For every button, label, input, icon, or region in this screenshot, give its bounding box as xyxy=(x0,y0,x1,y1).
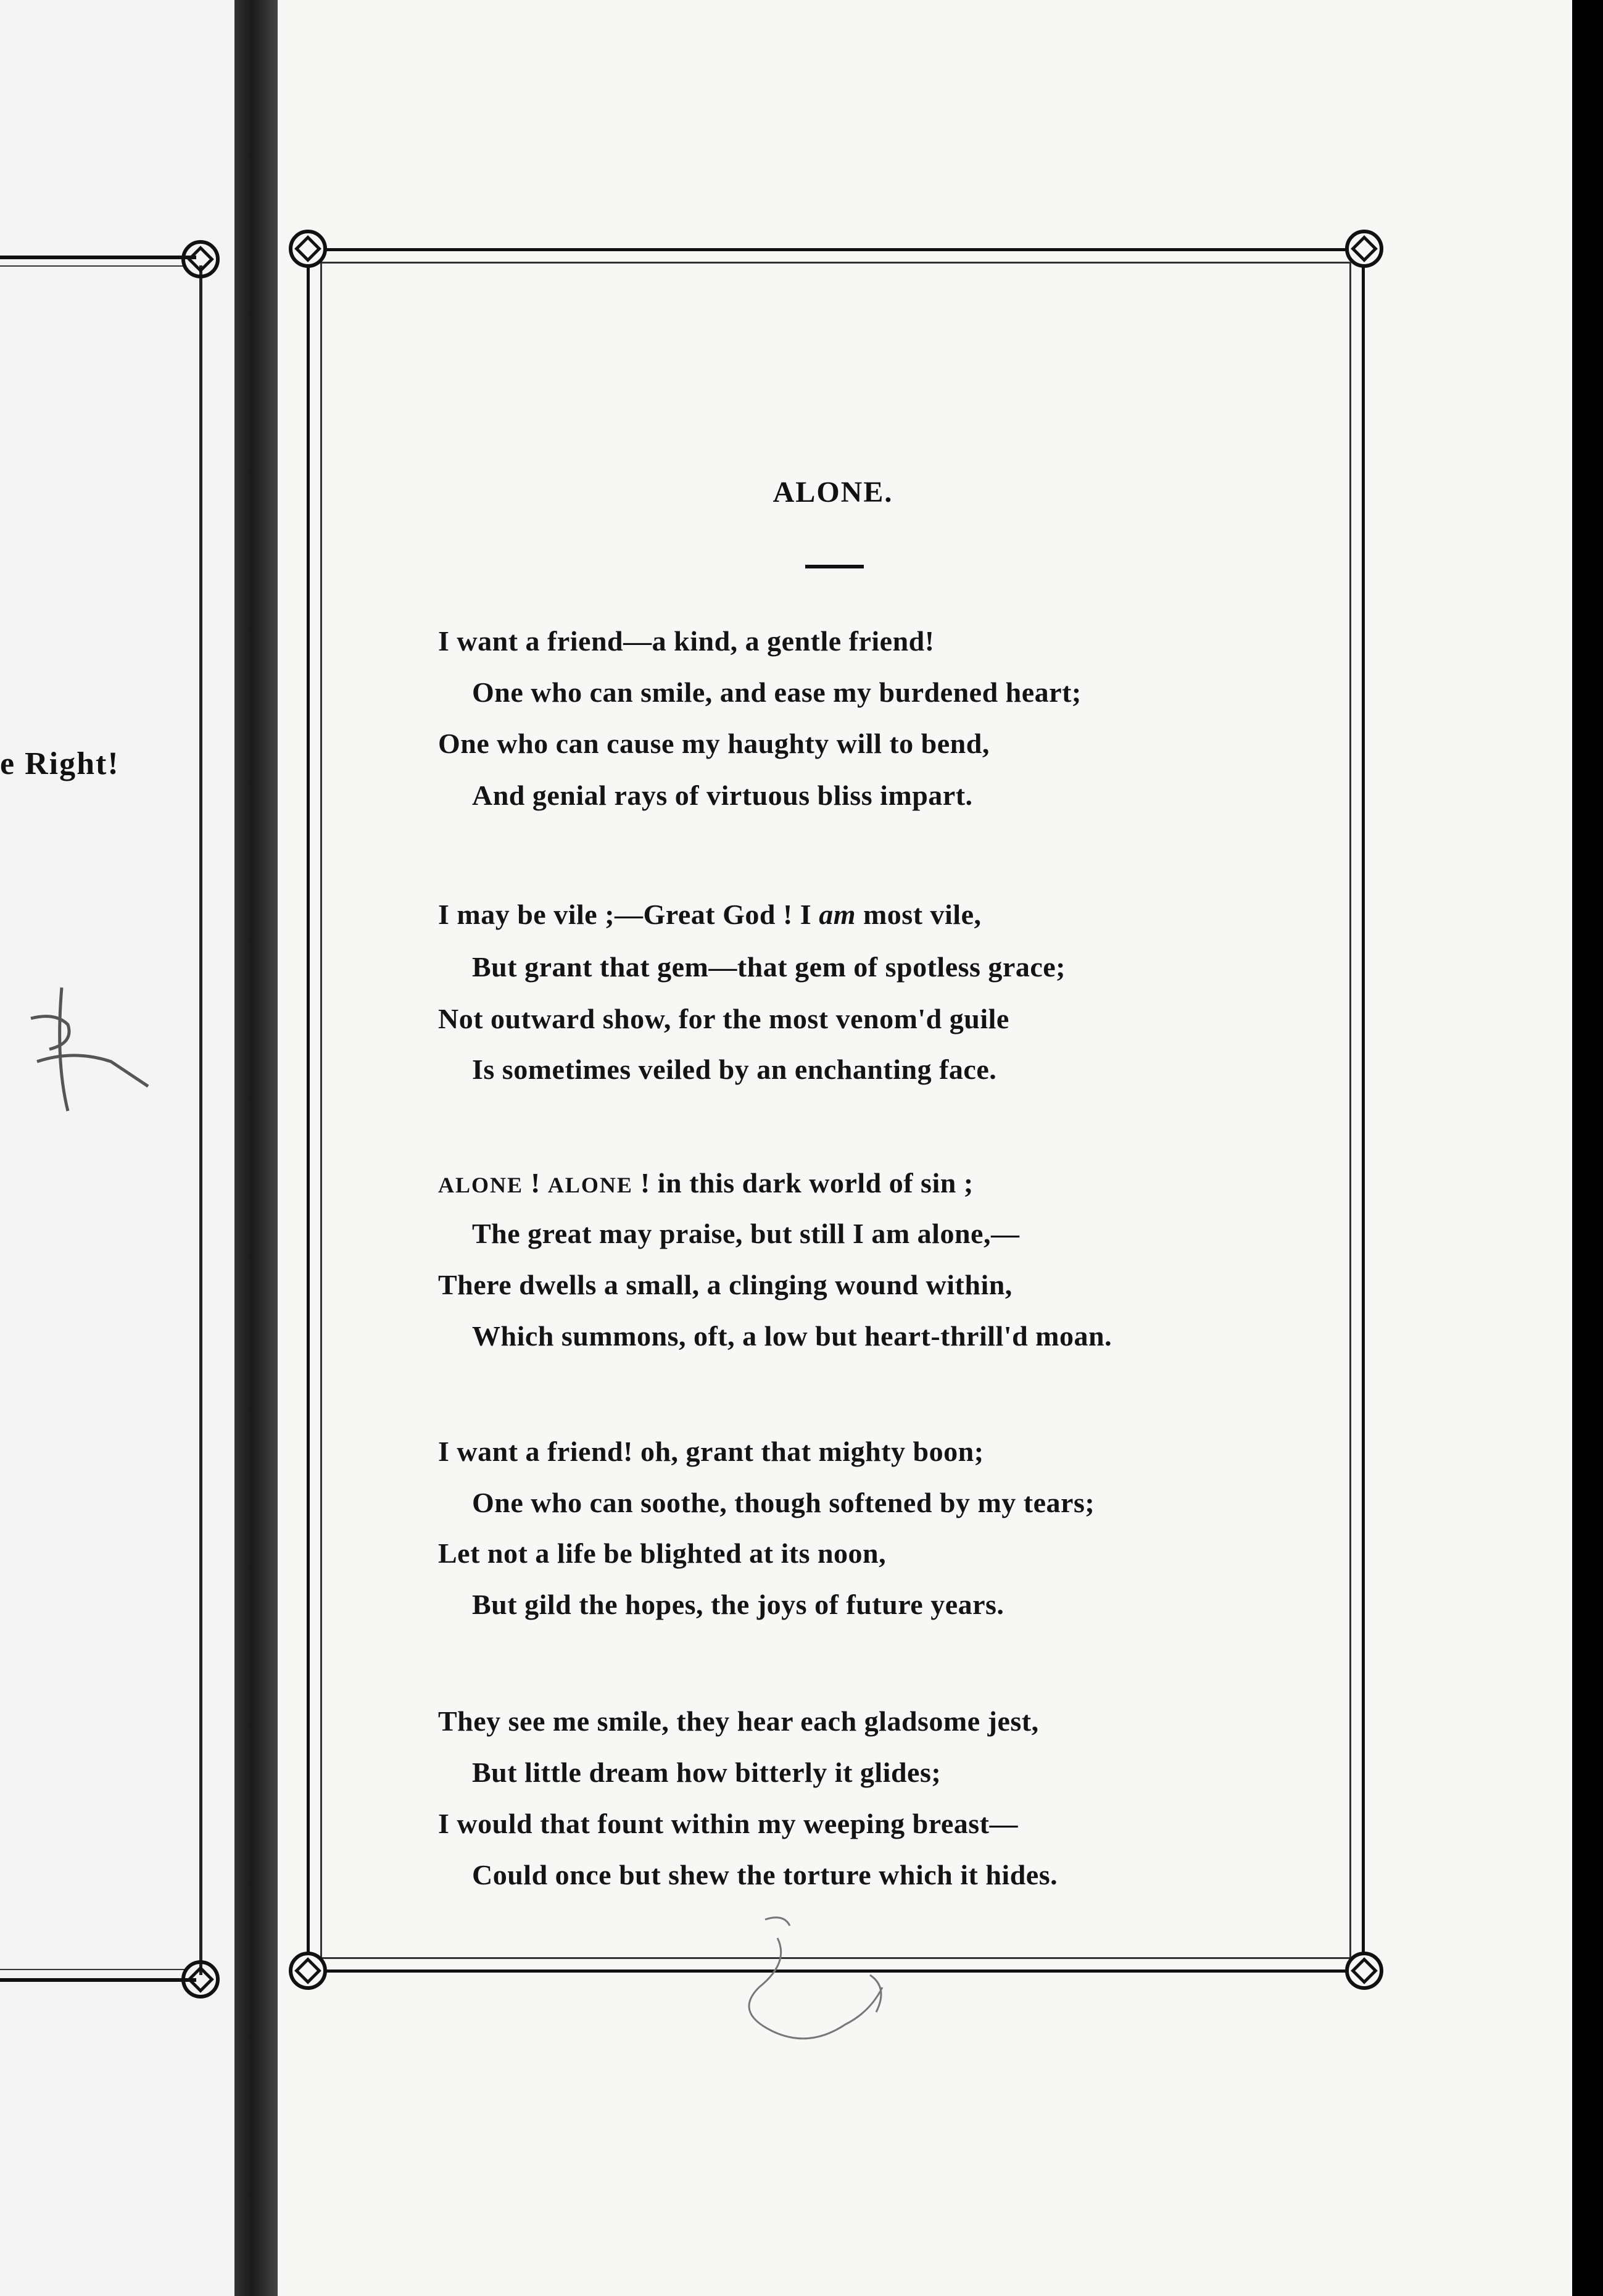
poem-line: I want a friend! oh, grant that mighty boon; xyxy=(438,1436,984,1467)
poem-line: And genial rays of virtuous bliss impart. xyxy=(472,780,973,811)
left-frame-bottom-inner-rule xyxy=(0,1969,185,1970)
poem-line: Which summons, oft, a low but heart-thrill'd moan. xyxy=(472,1320,1112,1352)
left-frame-bottom-rule xyxy=(0,1978,196,1982)
poem-line: I would that fount within my weeping breast— xyxy=(438,1808,1018,1839)
top-left-corner-ornament-icon xyxy=(286,227,329,270)
title-rule xyxy=(805,565,864,568)
left-page-heading-fragment: e Right! xyxy=(0,746,120,781)
page-edge-shadow xyxy=(1572,0,1603,2296)
poem-line: Could once but shew the torture which it hides. xyxy=(472,1859,1058,1890)
handwritten-mark-icon xyxy=(12,975,160,1136)
left-bottom-corner-ornament-icon xyxy=(179,1958,222,2001)
book-spine-gutter xyxy=(234,0,278,2296)
poem-line: I may be vile ;—Great God ! I am most vile, xyxy=(438,899,982,930)
poem-line: But little dream how bitterly it glides; xyxy=(472,1757,942,1788)
poem-line: Let not a life be blighted at its noon, xyxy=(438,1537,887,1569)
poem-title: ALONE. xyxy=(773,476,893,509)
left-facing-page xyxy=(0,0,234,2296)
poem-line: I want a friend—a kind, a gentle friend! xyxy=(438,625,935,657)
bottom-right-corner-ornament-icon xyxy=(1343,1949,1386,1992)
handwritten-scribble-icon xyxy=(716,1901,938,2086)
poem-line: One who can smile, and ease my burdened heart; xyxy=(472,676,1082,708)
poem-line: One who can soothe, though softened by my tears; xyxy=(472,1487,1095,1518)
poem-line: They see me smile, they hear each gladsome jest, xyxy=(438,1705,1039,1737)
poem-line: Not outward show, for the most venom'd guile xyxy=(438,1003,1009,1034)
left-frame-right-rule xyxy=(199,265,202,1975)
poem-line: The great may praise, but still I am alone,— xyxy=(472,1218,1020,1249)
left-top-corner-ornament-icon xyxy=(179,238,222,281)
poem-line: One who can cause my haughty will to bend, xyxy=(438,728,990,759)
top-right-corner-ornament-icon xyxy=(1343,227,1386,270)
bottom-left-corner-ornament-icon xyxy=(286,1949,329,1992)
poem-line: There dwells a small, a clinging wound within, xyxy=(438,1269,1013,1300)
poem-line: But gild the hopes, the joys of future years. xyxy=(472,1589,1004,1620)
poem-line: Is sometimes veiled by an enchanting face. xyxy=(472,1054,997,1085)
poem-line: ALONE ! ALONE ! in this dark world of sin ; xyxy=(438,1167,974,1199)
left-frame-top-inner-rule xyxy=(0,265,185,267)
poem-line: But grant that gem—that gem of spotless grace; xyxy=(472,951,1066,983)
left-frame-top-rule xyxy=(0,256,196,259)
